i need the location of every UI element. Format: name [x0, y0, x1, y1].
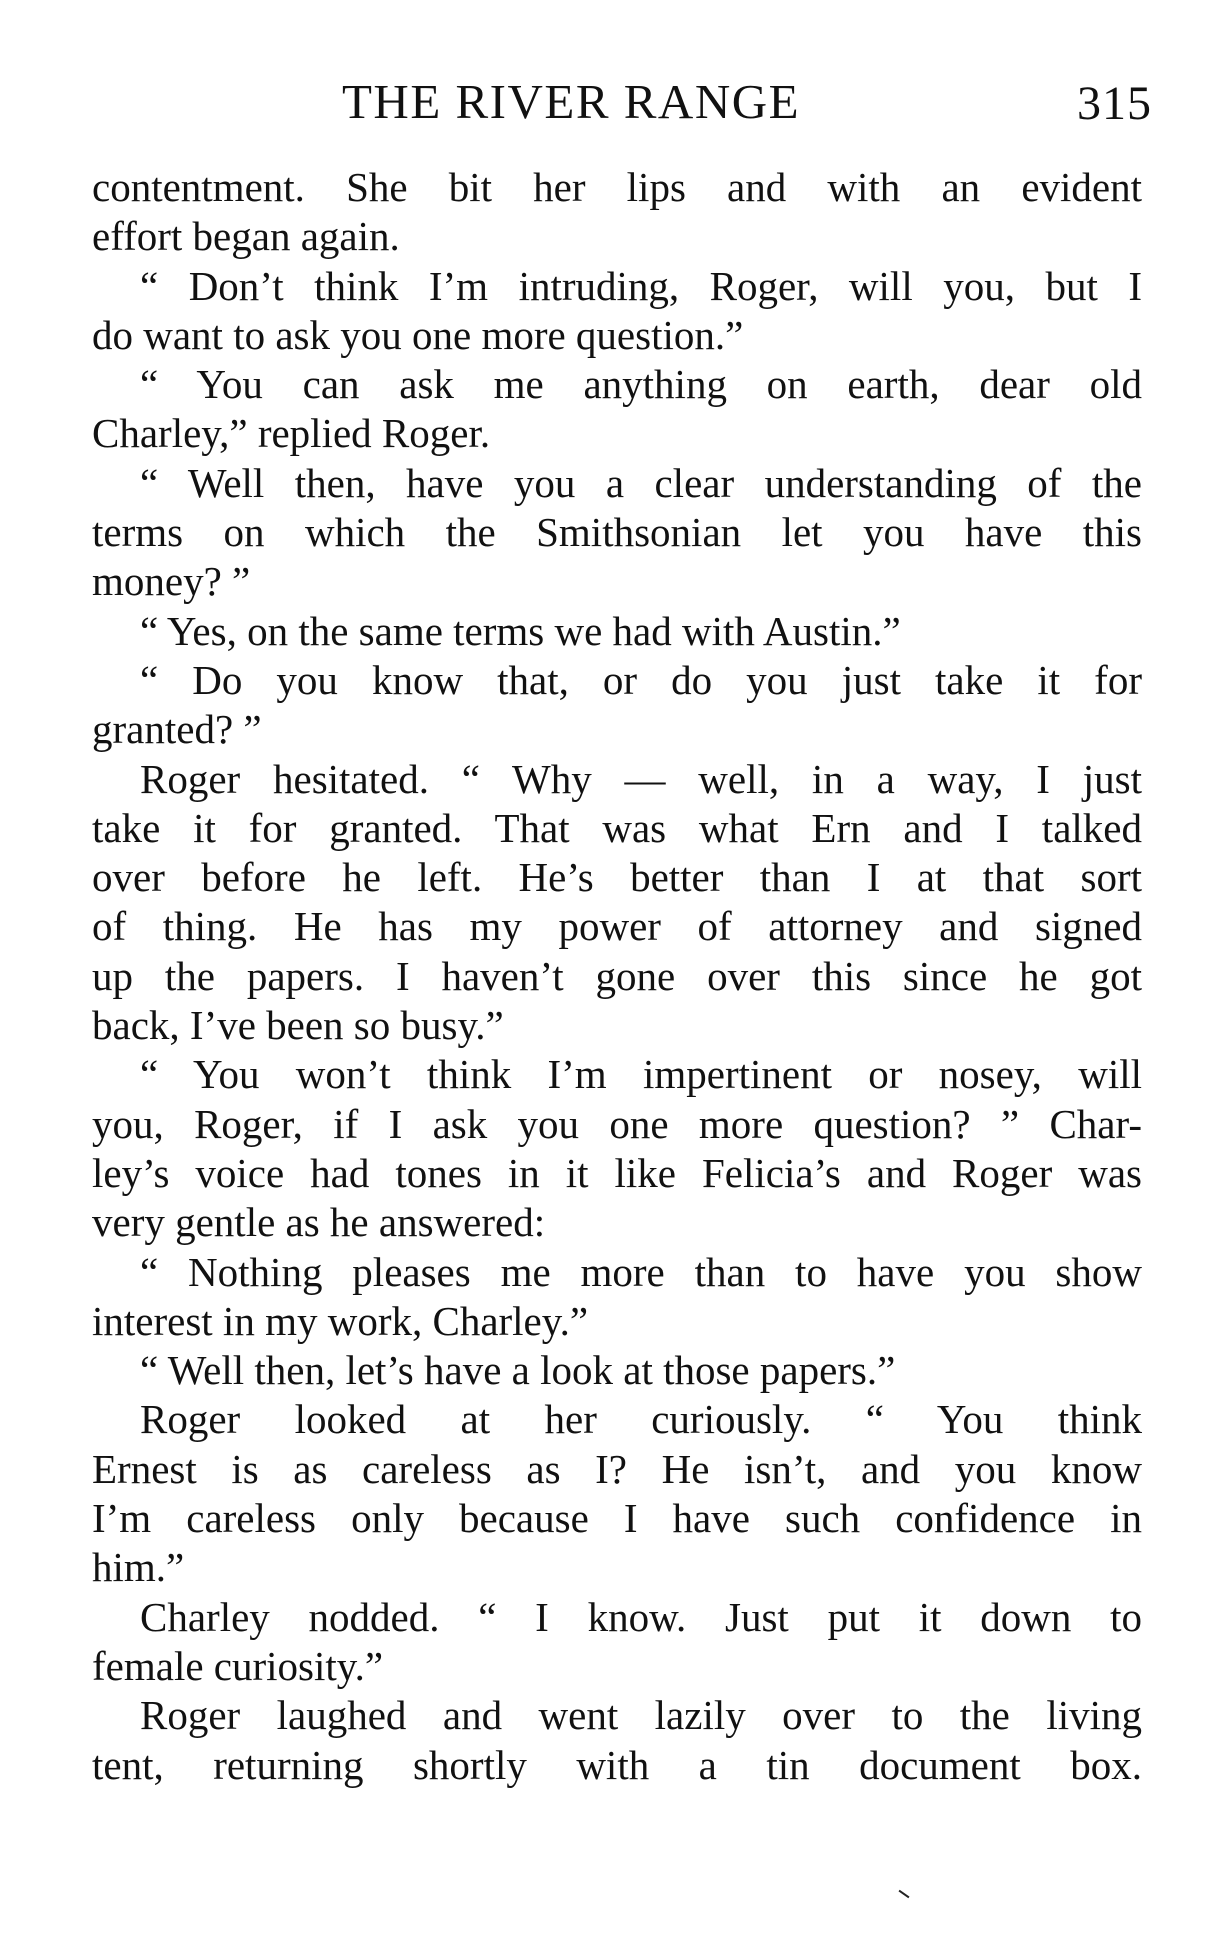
text-line: Charley nodded. “ I know. Just put it down to — [140, 1593, 1142, 1640]
page-number: 315 — [1077, 77, 1152, 130]
text-line: effort began again. — [92, 213, 400, 260]
text-line: granted? ” — [92, 706, 262, 753]
text-line: female curiosity.” — [92, 1642, 384, 1689]
text-line: tent, returning shortly with a tin document box. — [92, 1741, 1142, 1788]
text-line: “ Don’t think I’m intruding, Roger, will you, but I — [140, 262, 1142, 309]
text-line: contentment. She bit her lips and with an evident — [92, 164, 1142, 210]
text-line: him.” — [92, 1544, 185, 1591]
text-line: money? ” — [92, 558, 251, 605]
text-line: very gentle as he answered: — [92, 1199, 546, 1246]
text-line: Ernest is as careless as I? He isn’t, and you know — [92, 1445, 1142, 1492]
text-line: Charley,” replied Roger. — [92, 410, 491, 457]
running-head — [92, 72, 1152, 132]
running-title: THE RIVER RANGE — [342, 74, 801, 129]
text-line: “ Nothing pleases me more than to have you show — [140, 1248, 1142, 1295]
ink-speck — [899, 1890, 910, 1899]
text-line: do want to ask you one more question.” — [92, 311, 744, 358]
text-line: terms on which the Smithsonian let you have this — [92, 509, 1142, 556]
text-line: take it for granted. That was what Ern and I talked — [92, 804, 1142, 851]
text-line: “ Yes, on the same terms we had with Austin.” — [140, 607, 901, 654]
text-line: Roger laughed and went lazily over to the living — [140, 1692, 1142, 1739]
text-line: of thing. He has my power of attorney and signed — [92, 903, 1142, 950]
text-line: Roger looked at her curiously. “ You think — [140, 1396, 1142, 1443]
text-line: you, Roger, if I ask you one more question? ” Char- — [92, 1100, 1142, 1147]
text-line: ley’s voice had tones in it like Felicia’s and Roger was — [92, 1149, 1142, 1196]
text-line: Roger hesitated. “ Why — well, in a way, I just — [140, 755, 1142, 802]
body-text — [92, 163, 1142, 1790]
text-line: “ You can ask me anything on earth, dear old — [140, 361, 1142, 408]
text-line: “ Well then, let’s have a look at those papers.” — [140, 1347, 896, 1394]
text-line: interest in my work, Charley.” — [92, 1297, 589, 1344]
text-line: “ Do you know that, or do you just take it for — [140, 656, 1142, 703]
text-line: back, I’ve been so busy.” — [92, 1002, 504, 1049]
text-line: over before he left. He’s better than I at that sort — [92, 854, 1142, 901]
text-line: “ Well then, have you a clear understanding of the — [140, 459, 1142, 506]
text-line: I’m careless only because I have such confidence in — [92, 1495, 1142, 1542]
text-line: “ You won’t think I’m impertinent or nosey, will — [140, 1051, 1142, 1098]
text-line: up the papers. I haven’t gone over this since he got — [92, 952, 1142, 999]
